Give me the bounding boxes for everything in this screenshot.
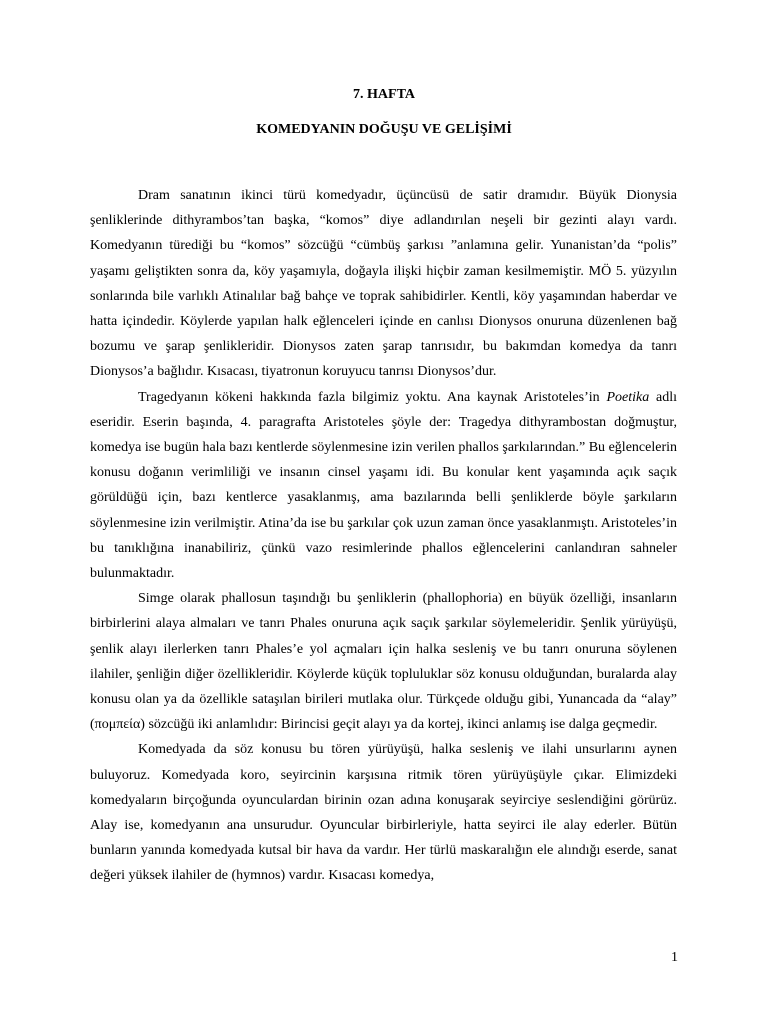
paragraph: Simge olarak phallosun taşındığı bu şenliklerin (phallophoria) en büyük özelliği, insanların birbirlerini alaya almaları ve tanrı Phales onuruna açık saçık şarkılar söylemeleridir. Şenlik yürüyüşü, şenlik alayı ilerlerken tanrı Phales’e yol açmaları için halka sesleniş ve bu tanrı onuruna söylenen ilahiler, şenliğin diğer özellikleridir. Köylerde küçük topluluklar söz konusu olduğundan, buralarda alay konusu olan ya da özellikle sataşılan birileri mutlaka olur. Türkçede olduğu gibi, Yunancada da “alay” (πομπεία) sözcüğü iki anlamlıdır: Birincisi geçit alayı ya da kortej, ikinci anlamış ise dalga geçmedir. — [90, 591, 677, 733]
paragraph: Komedyada da söz konusu bu tören yürüyüşü, halka sesleniş ve ilahi unsurlarını aynen buluyoruz. Komedyada koro, seyircinin karşısına ritmik tören yürüyüşüyle çıkar. Elimizdeki komedyaların birçoğunda oyunculardan birinin ozan adına konuşarak seyirciye seslendiğini görürüz. Alay ise, komedyanın ana unsurudur. Oyuncular birbirleriyle, hatta seyirci ile alay ederler. Bütün bunların yanında komedyada kutsal bir hava da vardır. Her türlü maskaralığın ele alındığı eserde, sanat değeri yüksek ilahiler de (hymnos) vardır. Kısacası komedya, — [90, 742, 677, 884]
paragraph — [90, 385, 677, 587]
week-heading: 7. HAFTA — [353, 87, 415, 102]
page-number: 1 — [671, 950, 678, 965]
book-title: Poetika — [606, 389, 650, 405]
body-text — [90, 183, 677, 889]
paragraph: Dram sanatının ikinci türü komedyadır, üçüncüsü de satir dramıdır. Büyük Dionysia şenliklerinde dithyrambos’tan başka, “komos” diye adlandırılan neşeli bir gezinti alayı vardı. Komedyanın türediği bu “komos” sözcüğü “cümbüş şarkısı ”anlamına gelir. Yunanistan’da “polis” yaşamı geliştikten sonra da, köy yaşamıyla, doğayla ilişki hiçbir zaman kesilmemiştir. MÖ 5. yüzyılın sonlarında bile varlıklı Atinalılar bağ bahçe ve toprak sahibidirler. Kentli, köy yaşamından haberdar ve hatta içindedir. Köylerde yapılan halk eğlenceleri içinde en canlısı Dionysos onuruna düzenlenen bağ bozumu ve şarap şenlikleridir. Dionysos zaten şarap tanrısıdır, bu bakımdan komedya da tanrı Dionysos’a bağlıdır. Kısacası, tiyatronun koruyucu tanrısı Dionysos’dur. — [90, 188, 677, 380]
paragraph-text: adlı eseridir. Eserin başında, 4. paragrafta Aristoteles şöyle der: Tragedya dithyrambostan doğmuştur, komedya ise bugün hala bazı kentlerde söylenmesine izin verilen phallos şarkılarından.” Bu eğlencelerin konusu doğanın verimliliği ve insanın cinsel yaşamı idi. Bu konular kent yaşamında açık saçık görüldüğü için, bazı kentlerce yasaklanmış, ama bazılarında belli şenliklerde böyle şarkıların söylenmesine izin verilmiştir. Atina’da ise bu şarkılar çok uzun zaman önce yasaklanmıştı. Aristoteles’in bu tanıklığına inanabiliriz, çünkü vazo resimlerinde phallos eğlencelerini canlandıran sahneler bulunmaktadır. — [90, 389, 677, 582]
paragraph-text: Tragedyanın kökeni hakkında fazla bilgimiz yoktu. Ana kaynak Aristoteles’in — [138, 389, 607, 405]
page-title: KOMEDYANIN DOĞUŞU VE GELİŞİMİ — [256, 122, 512, 137]
